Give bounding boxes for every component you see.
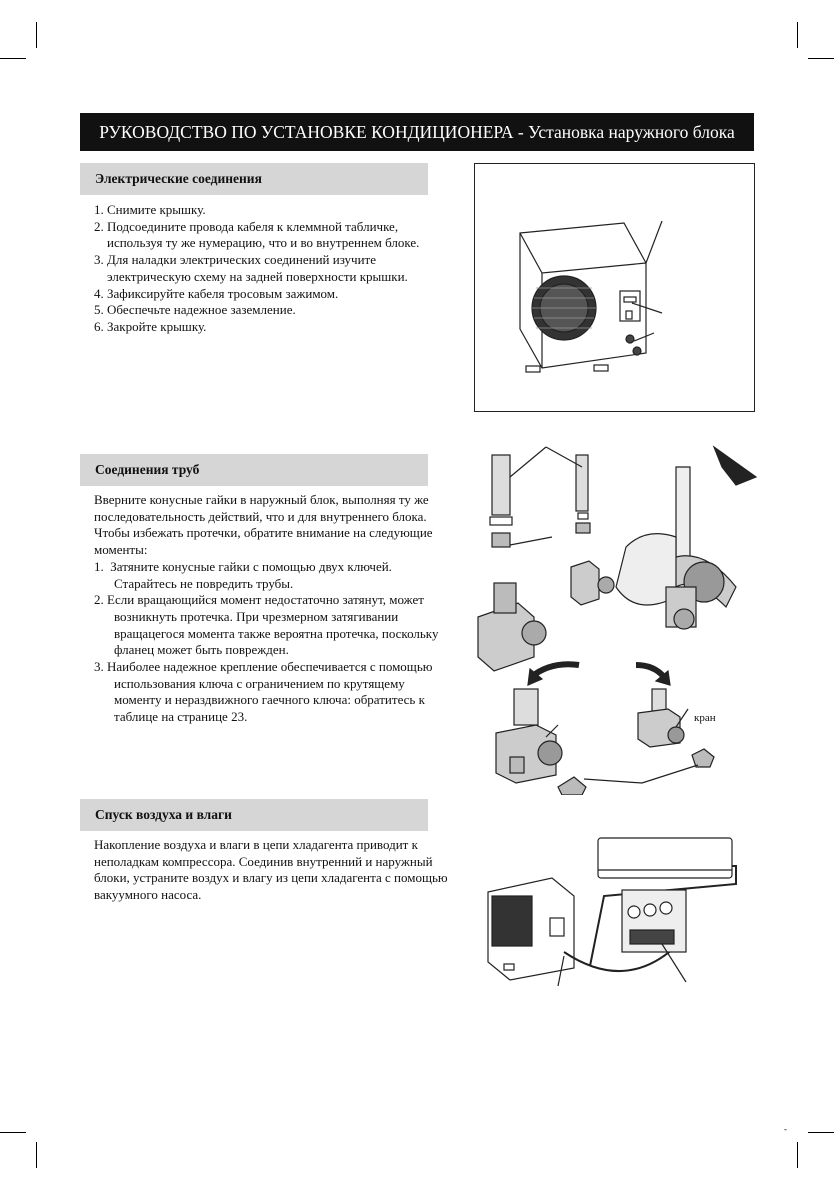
crop-mark [0,1132,26,1133]
pipe-connection-figure [466,437,758,795]
list-item: 1. Затяните конусные гайки с помощью двух ключей. Старайтесь не повредить трубы. [94,558,392,591]
list-item: 2. Подсоедините провода кабеля к клеммной табличке, используя ту же нумерацию, что и во внутреннем блоке. [94,218,420,251]
list-item: 3. Наиболее надежное крепление обеспечивается с помощью использования ключа с ограничением по крутящему моменту и нераздвижного гаечного ключа: обратитесь к таблице на странице 23. [94,659,433,725]
pipes-intro: Вверните конусные гайки в наружный блок, выполняя ту же последовательность действий, что и для внутреннего блока. Чтобы избежать протечки, обратите внимание на следующие моменты: 1. Затяните конусные гайки с помощью двух ключей. Старайтесь не повредить трубы. 2. Если вращающийся момент недостаточно затянут, может возникнуть протечка. При чрезмерном затягивании вращацегося момента также вероятна протечка, поскольку фланец может быть поврежден. 3. Наиболее надежное крепление обеспечивается с помощью использования ключа с ограничением по крутящему моменту и нераздвижного гаечного ключа: обратитесь к таблице на странице 23. [94,492,450,726]
list-item: 4. Зафиксируйте кабеля тросовым зажимом. [94,285,339,301]
list-item: 6. Закройте крышку. [94,318,207,334]
crop-mark [808,1132,834,1133]
crop-mark [808,58,834,59]
electrical-steps [94,202,450,336]
section-heading-pipes: Соединения труб [80,454,428,486]
list-item: 5. Обеспечьте надежное заземление. [94,302,296,318]
section-heading-air: Спуск воздуха и влаги [80,799,428,831]
outdoor-unit-figure [474,163,755,412]
page-title: РУКОВОДСТВО ПО УСТАНОВКЕ КОНДИЦИОНЕРА - Установка наружного блока [80,113,754,151]
page-number-mark: - [784,1124,787,1134]
crop-mark [0,58,26,59]
valve-label: кран [694,712,716,724]
list-item: 1. Снимите крышку. [94,202,206,217]
crop-mark [36,22,37,48]
section-heading-electrical: Электрические соединения [80,163,428,195]
crop-mark [797,22,798,48]
list-item: 2. Если вращающийся момент недостаточно затянут, может возникнуть протечка. При чрезмерном затягивании вращацегося момента также вероятна протечка, поскольку фланец может быть поврежден. [94,592,439,658]
air-text: Накопление воздуха и влаги в цепи хладагента приводит к неполадкам компрессора. Соединив внутренний и наружный блоки, устраните воздух и влагу из цепи хладагента с помощью вакуумного насоса. [94,837,448,903]
list-item: 3. Для наладки электрических соединений изучите электрическую схему на задней поверхности крышки. [94,252,408,284]
vacuum-pump-figure [484,836,746,986]
crop-mark [36,1142,37,1168]
crop-mark [797,1142,798,1168]
